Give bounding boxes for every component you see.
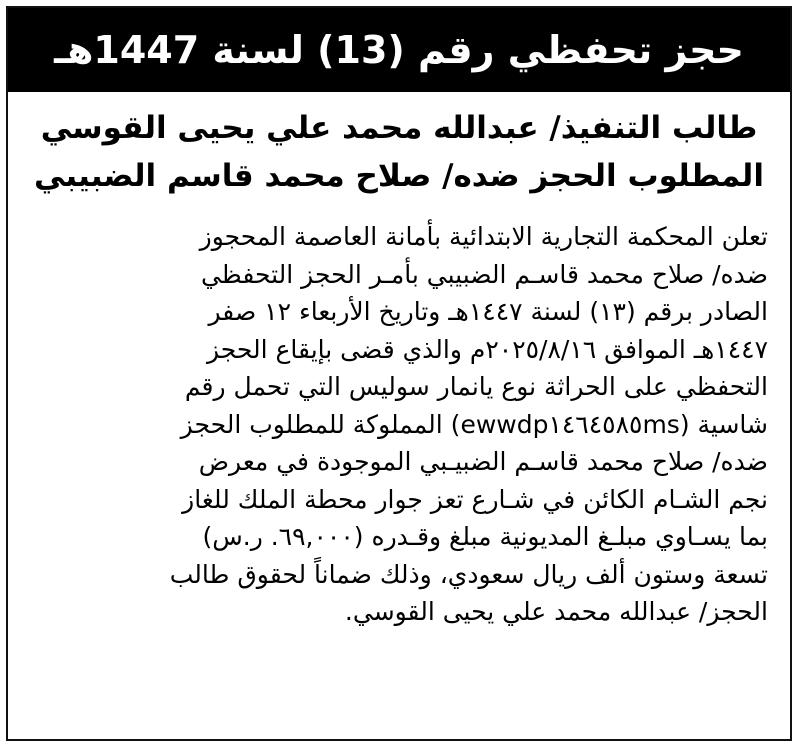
body-line: تسعة وستون ألف ريال سعودي، وذلك ضماناً لحقوق طالب bbox=[169, 559, 768, 589]
body-line: ضده/ صلاح محمد قاسـم الضبيبي بأمـر الحجز التحفظي bbox=[200, 259, 768, 289]
parties-section bbox=[30, 104, 768, 200]
body-line: التحفظي على الحراثة نوع يانمار سوليس التي تحمل رقم bbox=[184, 372, 768, 401]
body-line: الصادر برقم (١٣) لسنة ١٤٤٧هـ وتاريخ الأربعاء ١٢ صفر bbox=[208, 297, 768, 326]
body-line: نجم الشـام الكائن في شـارع تعز جوار محطة الملك للغاز bbox=[182, 484, 768, 514]
notice-title: حجز تحفظي رقم (13) لسنة 1447هـ bbox=[8, 8, 790, 92]
body-line: بما يسـاوي مبلـغ المديونية مبلغ وقـدره (٦٩,٠٠٠. ر.س) bbox=[202, 522, 768, 551]
body-line: تعلن المحكمة التجارية الابتدائية بأمانة العاصمة المحجوز bbox=[199, 222, 768, 251]
body-line: ضده/ صلاح محمد قاسـم الضبيـبي الموجودة في معرض bbox=[198, 447, 768, 476]
defendant-line: المطلوب الحجز ضده/ صلاح محمد قاسم الضبيبي bbox=[34, 158, 764, 194]
court-notice bbox=[6, 6, 792, 741]
body-line: الحجز/ عبدالله محمد علي يحيى القوسي. bbox=[344, 597, 768, 626]
body-line: ١٤٤٧هـ الموافق ٢٠٢٥/٨/١٦م والذي قضى بإيقاع الحجز bbox=[206, 334, 768, 364]
claimant-line: طالب التنفيذ/ عبدالله محمد علي يحيى القوسي bbox=[40, 110, 758, 146]
body-line: شاسية (ewwdp١٤٦٤٥٨٥ms) المملوكة للمطلوب الحجز bbox=[180, 409, 768, 439]
notice-body bbox=[26, 218, 768, 631]
